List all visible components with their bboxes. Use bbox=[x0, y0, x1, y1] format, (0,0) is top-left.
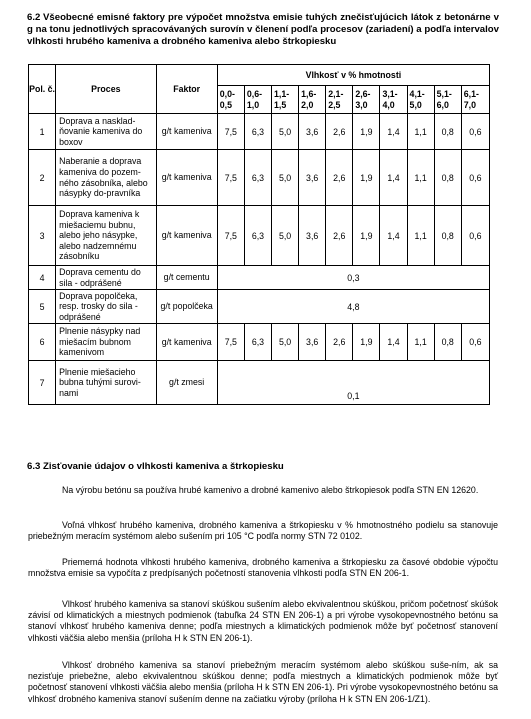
emission-factor-table bbox=[28, 64, 490, 405]
emission-value-cell: 0,8 bbox=[434, 114, 461, 150]
humidity-range-header: 0,0-0,5 bbox=[217, 86, 244, 114]
paragraph-text: Voľná vlhkosť hrubého kameniva, drobného kameniva a štrkopiesku v % hmotnostného podielu sa stanovuje priebežným meracím systémom alebo sušením pri 105 °C podľa normy STN 72 0102. bbox=[28, 520, 498, 542]
process-cell: Plnenie miešacieho bubna tuhými surovi-nami bbox=[56, 361, 156, 405]
emission-value-cell: 2,6 bbox=[326, 324, 353, 361]
emission-value-cell: 3,6 bbox=[299, 114, 326, 150]
paragraph-text: Vlhkosť hrubého kameniva sa stanoví skúškou sušením alebo ekvivalentnou skúškou, pričom početnosť skúšok závisí od klimatických a miestnych podmienok (tabuľka 24 STN EN 206-1) a pri výrobe vysokopevnostného betónu sa stanoví vlhkosť hrubého kameniva denne; podľa miestnych a klimatických podmienok môže byť početnosť stanovení vlhkosti väčšia alebo menšia (príloha H k STN EN 206-1). bbox=[28, 599, 498, 643]
humidity-range-header: 0,6-1,0 bbox=[244, 86, 271, 114]
emission-value-cell: 0,6 bbox=[461, 324, 489, 361]
emission-value-cell: 1,1 bbox=[407, 114, 434, 150]
factor-unit-cell: g/t zmesi bbox=[156, 361, 217, 405]
humidity-range-header: 3,1-4,0 bbox=[380, 86, 407, 114]
emission-value-cell: 2,6 bbox=[326, 150, 353, 206]
section-number: 6.2 bbox=[27, 12, 41, 23]
emission-value-cell: 0,6 bbox=[461, 114, 489, 150]
emission-value-cell: 2,6 bbox=[326, 114, 353, 150]
factor-unit-cell: g/t kameniva bbox=[156, 150, 217, 206]
process-cell: Doprava popolčeka, resp. trosky do sila - odprášené bbox=[56, 290, 156, 324]
emission-value-cell: 1,9 bbox=[353, 206, 380, 266]
emission-value-cell: 0,8 bbox=[434, 206, 461, 266]
table-row bbox=[29, 206, 490, 266]
emission-value-cell: 1,4 bbox=[380, 114, 407, 150]
emission-value-cell: 7,5 bbox=[217, 324, 244, 361]
emission-value-cell: 1,9 bbox=[353, 114, 380, 150]
factor-unit-cell: g/t cementu bbox=[156, 266, 217, 290]
emission-value-cell: 0,8 bbox=[434, 324, 461, 361]
humidity-range-header: 5,1-6,0 bbox=[434, 86, 461, 114]
humidity-range-header: 2,1-2,5 bbox=[326, 86, 353, 114]
emission-value-cell: 1,1 bbox=[407, 324, 434, 361]
emission-value-cell: 7,5 bbox=[217, 150, 244, 206]
emission-value-cell: 1,4 bbox=[380, 150, 407, 206]
table-row bbox=[29, 114, 490, 150]
paragraph bbox=[28, 557, 498, 579]
emission-value-cell: 5,0 bbox=[272, 206, 299, 266]
emission-value-cell: 1,1 bbox=[407, 206, 434, 266]
paragraph bbox=[28, 660, 498, 705]
paragraph bbox=[28, 599, 498, 644]
emission-value-cell: 1,9 bbox=[353, 324, 380, 361]
emission-value-merged-cell: 4,8 bbox=[217, 290, 489, 324]
emission-value-cell: 0,6 bbox=[461, 206, 489, 266]
emission-value-cell: 1,4 bbox=[380, 206, 407, 266]
section-6-3-heading bbox=[27, 461, 284, 472]
table-row bbox=[29, 324, 490, 361]
humidity-range-header: 1,6-2,0 bbox=[299, 86, 326, 114]
section-title: Všeobecné emisné faktory pre výpočet množstva emisie tuhých znečisťujúcich látok z betonárne v g na tonu jednotlivých spracovávaných surovín v členení podľa procesov (zariadení) a podľa intervalov vlhkosti hrubého kameniva a drobného kameniva alebo štrkopiesku bbox=[27, 12, 499, 47]
emission-value-cell: 6,3 bbox=[244, 150, 271, 206]
table-row bbox=[29, 290, 490, 324]
emission-value-cell: 5,0 bbox=[272, 150, 299, 206]
factor-unit-cell: g/t kameniva bbox=[156, 206, 217, 266]
paragraph-text: Na výrobu betónu sa používa hrubé kamenivo a drobné kamenivo alebo štrkopiesok podľa STN EN 12620. bbox=[62, 485, 479, 495]
humidity-range-header: 1,1-1,5 bbox=[272, 86, 299, 114]
header-pol: Pol. č. bbox=[29, 65, 56, 114]
row-number: 5 bbox=[29, 290, 56, 324]
emission-value-cell: 1,9 bbox=[353, 150, 380, 206]
section-title: Zisťovanie údajov o vlhkosti kameniva a štrkopiesku bbox=[43, 461, 284, 472]
emission-value-cell: 3,6 bbox=[299, 206, 326, 266]
section-number: 6.3 bbox=[27, 461, 41, 472]
process-cell: Doprava kameniva k miešaciemu bubnu, alebo jeho násypke, alebo nadzemnému zásobníku bbox=[56, 206, 156, 266]
row-number: 2 bbox=[29, 150, 56, 206]
factor-unit-cell: g/t kameniva bbox=[156, 324, 217, 361]
emission-value-cell: 6,3 bbox=[244, 206, 271, 266]
factor-unit-cell: g/t kameniva bbox=[156, 114, 217, 150]
emission-value-cell: 1,4 bbox=[380, 324, 407, 361]
row-number: 3 bbox=[29, 206, 56, 266]
emission-value-merged-cell: 0,3 bbox=[217, 266, 489, 290]
emission-value-cell: 0,8 bbox=[434, 150, 461, 206]
emission-value-cell: 3,6 bbox=[299, 324, 326, 361]
humidity-range-header: 4,1-5,0 bbox=[407, 86, 434, 114]
row-number: 6 bbox=[29, 324, 56, 361]
emission-value-cell: 6,3 bbox=[244, 324, 271, 361]
emission-value-cell: 0,6 bbox=[461, 150, 489, 206]
emission-value-cell: 5,0 bbox=[272, 114, 299, 150]
paragraph bbox=[28, 485, 498, 496]
process-cell: Doprava cementu do sila - odprášené bbox=[56, 266, 156, 290]
process-cell: Plnenie násypky nad miešacím bubnom kamenivom bbox=[56, 324, 156, 361]
table-row bbox=[29, 266, 490, 290]
section-6-2-heading bbox=[27, 12, 499, 47]
paragraph-text: Priemerná hodnota vlhkosti hrubého kameniva, drobného kameniva a štrkopiesku za časové obdobie výpočtu množstva emisie sa vypočíta z predpísaných početností stanovenia vlhkosti podľa STN EN 206-1. bbox=[28, 557, 498, 579]
header-proces: Proces bbox=[56, 65, 156, 114]
paragraph bbox=[28, 520, 498, 542]
row-number: 4 bbox=[29, 266, 56, 290]
emission-value-cell: 5,0 bbox=[272, 324, 299, 361]
factor-unit-cell: g/t popolčeka bbox=[156, 290, 217, 324]
paragraph-text: Vlhkosť drobného kameniva sa stanoví priebežným meracím systémom alebo skúškou suše-ním, ak sa nezisťuje priebežne, alebo ekvivalentnou skúškou denne; podľa miestnych a klimatických podmienok môže byť početnosť stanovení vlhkosti väčšia alebo menšia (príloha H k STN EN 206-1). Pri výrobe vysokopevnostného betónu sa vlhkosť drobného kameniva stanoví sušením denne na začiatku výroby (príloha H k STN EN 206-1/Z1). bbox=[28, 660, 498, 704]
row-number: 7 bbox=[29, 361, 56, 405]
humidity-range-header: 2,6-3,0 bbox=[353, 86, 380, 114]
emission-value-cell: 7,5 bbox=[217, 206, 244, 266]
process-cell: Doprava a nasklad-ňovanie kameniva do boxov bbox=[56, 114, 156, 150]
emission-value-merged-cell: 0,1 bbox=[217, 361, 489, 405]
process-cell: Naberanie a doprava kameniva do pozem-ného zásobníka, alebo násypky do-pravníka bbox=[56, 150, 156, 206]
emission-value-cell: 7,5 bbox=[217, 114, 244, 150]
emission-value-cell: 6,3 bbox=[244, 114, 271, 150]
header-vlhkost: Vlhkosť v % hmotnosti bbox=[217, 65, 489, 86]
humidity-range-header: 6,1-7,0 bbox=[461, 86, 489, 114]
emission-value-cell: 3,6 bbox=[299, 150, 326, 206]
emission-value-cell: 1,1 bbox=[407, 150, 434, 206]
table-row bbox=[29, 361, 490, 405]
emission-value-cell: 2,6 bbox=[326, 206, 353, 266]
row-number: 1 bbox=[29, 114, 56, 150]
header-faktor: Faktor bbox=[156, 65, 217, 114]
table-row bbox=[29, 150, 490, 206]
